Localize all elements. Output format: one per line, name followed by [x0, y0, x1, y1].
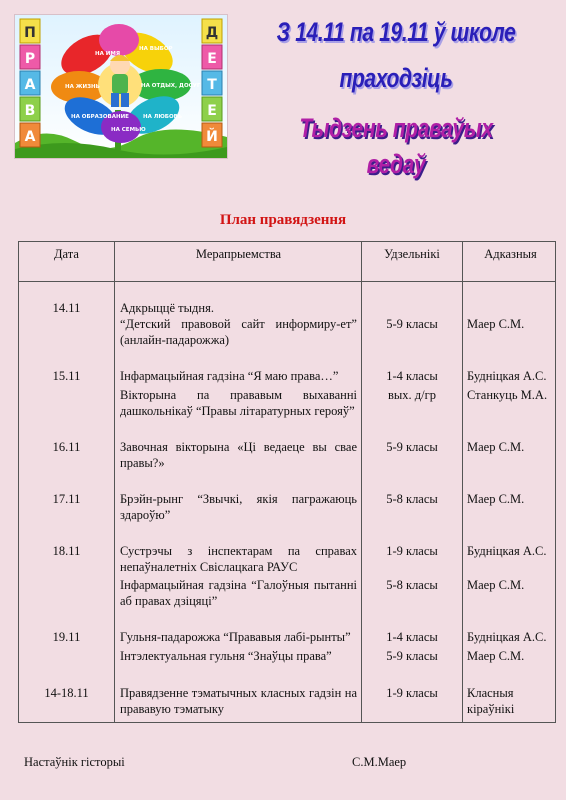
participants-cell [362, 298, 463, 348]
spacer-cell [115, 523, 362, 541]
event-cell [115, 489, 362, 523]
cell-text: 5-9 класы [386, 316, 438, 331]
cell-text: Гульня-падарожжа “Прававыя лабі-рынты” [120, 629, 351, 644]
table-row [19, 489, 556, 523]
petal-label: НА ВЫБОР [139, 46, 173, 52]
spacer-cell [115, 718, 362, 723]
spacer-cell [19, 282, 115, 298]
responsible-cell [463, 627, 556, 646]
row-spacer [19, 665, 556, 683]
participants-cell [362, 489, 463, 523]
letter-block: А [24, 77, 36, 93]
participants-cell [362, 646, 463, 665]
spacer-cell [115, 665, 362, 683]
spacer-cell [115, 419, 362, 437]
letter-block: Й [206, 129, 218, 145]
row-spacer [19, 471, 556, 489]
spacer-cell [362, 282, 463, 298]
responsible-cell [463, 437, 556, 471]
petal-label: НА ИМЯ [95, 51, 121, 57]
date-cell [19, 385, 115, 419]
responsible-cell [463, 575, 556, 609]
plan-title: План правядзення [219, 212, 347, 228]
cell-text: Станкуць М.А. [467, 387, 548, 402]
cell-text: Маер С.М. [467, 316, 525, 331]
column-header-date: Дата [19, 242, 115, 282]
cell-text: Правядзенне тэматычных класных гадзін на прававую тэматыку [120, 685, 357, 716]
petal-label: НА ЖИЗНЬ [65, 84, 100, 90]
participants-cell [362, 385, 463, 419]
cell-text: 5-9 класы [386, 439, 438, 454]
right-word-blocks [202, 19, 222, 147]
date-cell [19, 627, 115, 646]
cell-text: 14-18.11 [44, 685, 89, 700]
cell-text: 1-4 класы [386, 629, 438, 644]
signature-role: Настаўнік гісторыі [24, 755, 125, 769]
table-row [19, 627, 556, 646]
responsible-cell [463, 366, 556, 385]
table-header-row [19, 242, 556, 282]
spacer-cell [463, 665, 556, 683]
cell-text: 5-9 класы [386, 648, 438, 663]
cell-text: Сустрэчы з інспектарам па справах непаўналетніх Свіслацкага РАУС [120, 543, 357, 574]
cell-text: 16.11 [52, 439, 81, 454]
participants-cell [362, 575, 463, 609]
participants-cell [362, 683, 463, 718]
cell-text: Інфармацыйная гадзіна “Галоўныя пытанні аб правах дзіцяці” [120, 577, 357, 608]
cell-text: Маер С.М. [467, 577, 525, 592]
spacer-cell [362, 609, 463, 627]
row-spacer [19, 718, 556, 723]
cell-text: Маер С.М. [467, 439, 525, 454]
cell-text: вых. д/гр [387, 387, 436, 402]
spacer-cell [115, 348, 362, 366]
spacer-cell [463, 282, 556, 298]
table-row [19, 646, 556, 665]
petal-label: НА ОТДЫХ, ДОСУГ [141, 83, 201, 89]
heading-week-title: Тыдзень праваўых ведаў [299, 113, 493, 179]
responsible-cell [463, 385, 556, 419]
date-cell [19, 541, 115, 575]
participants-cell [362, 627, 463, 646]
spacer-cell [362, 419, 463, 437]
spacer-cell [463, 523, 556, 541]
event-cell [115, 437, 362, 471]
table-body [19, 282, 556, 723]
page-heading [232, 14, 560, 182]
table-row [19, 683, 556, 718]
cell-text: Брэйн-рынг “Звычкі, якія пагражаюць здароўю” [120, 491, 357, 522]
signature-name: С.М.Маер [352, 755, 407, 769]
left-word-blocks [20, 19, 40, 147]
cell-text: Адкрыццё тыдня. “Детский правовой сайт информиру-ет” (анлайн-падарожжа) [120, 300, 357, 347]
responsible-cell [463, 298, 556, 348]
spacer-cell [362, 348, 463, 366]
cell-text: Будніцкая А.С. [467, 629, 547, 644]
participants-cell [362, 541, 463, 575]
cell-text: Класныя кіраўнікі [467, 685, 515, 716]
petal-label: НА ОБРАЗОВАНИЕ [71, 114, 129, 120]
date-cell [19, 298, 115, 348]
spacer-cell [19, 665, 115, 683]
letter-block: А [24, 129, 36, 145]
letter-block: П [24, 25, 36, 41]
cell-text: 5-8 класы [386, 577, 438, 592]
cell-text: 15.11 [52, 368, 81, 383]
spacer-cell [362, 471, 463, 489]
row-spacer [19, 609, 556, 627]
column-header-participants: Удзельнікі [362, 242, 463, 282]
event-cell [115, 385, 362, 419]
heading-dates: З 14.11 па 19.11 ў школе [276, 17, 516, 47]
spacer-cell [362, 718, 463, 723]
cell-text: 14.11 [52, 300, 81, 315]
table-row [19, 298, 556, 348]
spacer-cell [19, 523, 115, 541]
event-cell [115, 646, 362, 665]
spacer-cell [463, 419, 556, 437]
event-cell [115, 575, 362, 609]
cell-text: 1-9 класы [386, 543, 438, 558]
participants-cell [362, 366, 463, 385]
responsible-cell [463, 683, 556, 718]
spacer-cell [115, 471, 362, 489]
cell-text: Будніцкая А.С. [467, 543, 547, 558]
cell-text: 18.11 [52, 543, 81, 558]
cell-text: Інтэлектуальная гульня “Знаўцы права” [120, 648, 332, 663]
cell-text: Будніцкая А.С. [467, 368, 547, 383]
row-spacer [19, 282, 556, 298]
event-cell [115, 541, 362, 575]
row-spacer [19, 523, 556, 541]
petal-label: НА ЛЮБОВЬ [143, 114, 183, 120]
spacer-cell [19, 718, 115, 723]
letter-block: Д [205, 25, 219, 41]
event-cell [115, 627, 362, 646]
responsible-cell [463, 489, 556, 523]
childrens-rights-poster [14, 14, 228, 159]
petal-label: НА СЕМЬЮ [111, 127, 146, 133]
participants-cell [362, 437, 463, 471]
cell-text: Вікторына па прававым выхаванні дашкольнікаў “Правы літаратурных герояў” [120, 387, 357, 418]
date-cell [19, 575, 115, 609]
spacer-cell [463, 609, 556, 627]
event-cell [115, 683, 362, 718]
event-cell [115, 366, 362, 385]
spacer-cell [463, 718, 556, 723]
date-cell [19, 683, 115, 718]
cell-text: Завочная вікторына «Ці ведаеце вы свае правы?» [120, 439, 357, 470]
date-cell [19, 489, 115, 523]
spacer-cell [115, 282, 362, 298]
cell-text: 5-8 класы [386, 491, 438, 506]
cell-text: 1-9 класы [386, 685, 438, 700]
spacer-cell [19, 471, 115, 489]
date-cell [19, 646, 115, 665]
spacer-cell [463, 471, 556, 489]
responsible-cell [463, 541, 556, 575]
heading-verb: праходзіць [339, 63, 453, 93]
row-spacer [19, 348, 556, 366]
spacer-cell [362, 523, 463, 541]
cell-text: Маер С.М. [467, 648, 525, 663]
spacer-cell [19, 419, 115, 437]
cell-text: Інфармацыйная гадзіна “Я маю права…” [120, 368, 339, 383]
table-row [19, 437, 556, 471]
spacer-cell [115, 609, 362, 627]
cell-text: Маер С.М. [467, 491, 525, 506]
spacer-cell [19, 348, 115, 366]
letter-block: В [24, 103, 36, 119]
events-table [18, 241, 556, 723]
column-header-event: Мерапрыемства [115, 242, 362, 282]
table-row [19, 575, 556, 609]
table-row [19, 385, 556, 419]
row-spacer [19, 419, 556, 437]
responsible-cell [463, 646, 556, 665]
table-row [19, 366, 556, 385]
letter-block: Е [207, 103, 217, 119]
spacer-cell [463, 348, 556, 366]
cell-text: 19.11 [52, 629, 81, 644]
date-cell [19, 437, 115, 471]
cell-text: 1-4 класы [386, 368, 438, 383]
letter-block: Р [24, 51, 36, 67]
poster-illustration [15, 15, 227, 158]
column-header-responsible: Адказныя [463, 242, 556, 282]
spacer-cell [362, 665, 463, 683]
cell-text: 17.11 [52, 491, 81, 506]
event-cell [115, 298, 362, 348]
spacer-cell [19, 609, 115, 627]
date-cell [19, 366, 115, 385]
letter-block: Е [207, 51, 217, 67]
table-row [19, 541, 556, 575]
letter-block: Т [207, 77, 217, 93]
